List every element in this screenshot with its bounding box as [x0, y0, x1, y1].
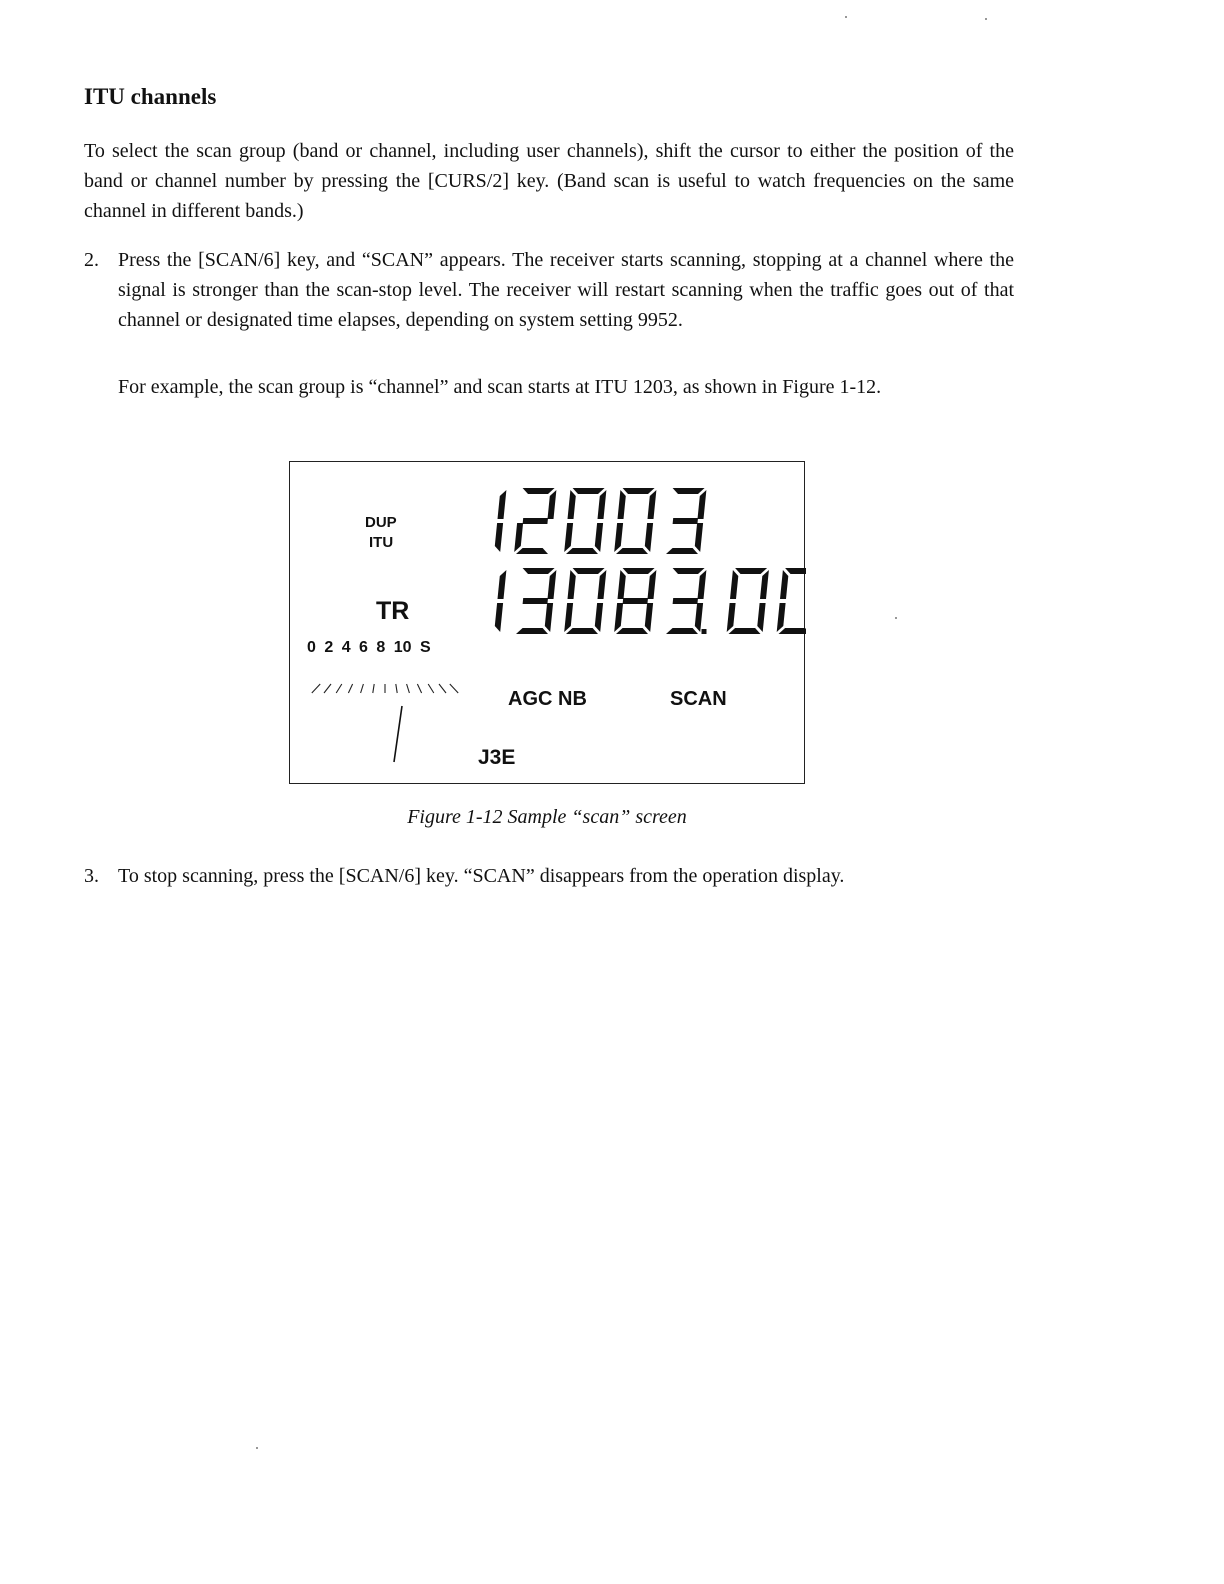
frequency-digit [495, 570, 507, 632]
itu-indicator: ITU [369, 534, 394, 551]
frequency-digit [614, 568, 656, 634]
frequency-digit [564, 568, 606, 634]
segment-a [573, 488, 605, 494]
segment-c [645, 603, 653, 632]
segment-a [573, 568, 605, 574]
segment-a [623, 568, 655, 574]
step-3-text: To stop scanning, press the [SCAN/6] key. “SCAN” disappears from the operation display. [118, 865, 845, 887]
step-2 [84, 245, 1014, 365]
segment-d [516, 628, 548, 634]
s-meter-tick [361, 684, 364, 693]
segment-f [730, 570, 738, 599]
segment-g [523, 518, 548, 524]
intro-paragraph: To select the scan group (band or channel, including user channels), shift the cursor to either the position of the band or channel number by pressing the [CURS/2] key. (Band scan is useful to watch frequencies on the same channel in different bands.) [84, 140, 1014, 222]
segment-f [780, 570, 788, 599]
channel-digit [564, 488, 606, 554]
segment-d [666, 628, 698, 634]
channel-digit [514, 488, 556, 554]
segment-c [595, 603, 603, 632]
segment-b [698, 570, 707, 599]
segment-b [498, 490, 507, 519]
frequency-decimal-point [702, 629, 707, 634]
segment-g [673, 598, 698, 604]
step-3 [84, 861, 1014, 895]
channel-digit [614, 488, 656, 554]
segment-b [598, 490, 607, 519]
segment-e [514, 523, 523, 552]
segment-e [614, 523, 623, 552]
channel-digit [666, 488, 706, 554]
segment-d [616, 548, 648, 554]
segment-a [673, 488, 705, 494]
segment-f [618, 490, 626, 519]
example-paragraph: For example, the scan group is “channel” and scan starts at ITU 1203, as shown in Figure 1-12. [118, 376, 882, 398]
segment-g [673, 518, 698, 524]
scan-speck [845, 16, 847, 18]
segment-a [623, 488, 655, 494]
segment-c [595, 523, 603, 552]
segment-f [618, 570, 626, 599]
step-2-number: 2. [84, 249, 99, 271]
segment-e [614, 603, 623, 632]
segment-b [648, 490, 657, 519]
s-meter-tick [428, 684, 434, 693]
s-meter-tick [417, 684, 421, 693]
scan-speck [256, 1447, 258, 1449]
lcd-graphics [290, 462, 806, 785]
figure-caption: Figure 1-12 Sample “scan” screen [407, 806, 687, 828]
segment-d [516, 548, 548, 554]
segment-a [735, 568, 767, 574]
segment-d [616, 628, 648, 634]
segment-a [673, 568, 705, 574]
segment-c [695, 523, 703, 552]
frequency-digit [727, 568, 769, 634]
segment-e [777, 603, 786, 632]
segment-a [785, 568, 806, 574]
s-meter-tick [312, 684, 320, 693]
segment-c [545, 603, 553, 632]
segment-b [598, 570, 607, 599]
step-3-number: 3. [84, 865, 99, 887]
frequency-digit [516, 568, 556, 634]
segment-c [495, 603, 503, 632]
s-meter-tick [336, 684, 342, 693]
segment-b [498, 570, 507, 599]
frequency-digit [777, 568, 806, 634]
s-meter-tick [373, 684, 374, 693]
s-meter-tick [407, 684, 410, 693]
channel-digit [495, 490, 507, 552]
segment-d [666, 548, 698, 554]
scan-speck [985, 18, 987, 20]
segment-f [568, 570, 576, 599]
s-meter-tick [324, 684, 331, 693]
segment-b [548, 490, 557, 519]
segment-c [757, 603, 765, 632]
segment-d [566, 548, 598, 554]
s-meter-tick [439, 684, 446, 693]
s-meter-scale: 0 2 4 6 8 10 S [307, 639, 431, 656]
segment-g [523, 598, 548, 604]
scan-speck [895, 617, 897, 619]
segment-e [564, 603, 573, 632]
segment-e [564, 523, 573, 552]
s-meter-tick [396, 684, 397, 693]
segment-b [648, 570, 657, 599]
segment-d [729, 628, 761, 634]
mode-indicator: J3E [478, 746, 516, 769]
step-2-text: Press the [SCAN/6] key, and “SCAN” appears. The receiver starts scanning, stopping at a channel where the signal is stronger than the scan-stop level. The receiver will restart scanning when the traffic goes out of that channel or designated time elapses, depending on system setting 9952. [118, 249, 1014, 331]
tr-indicator: TR [376, 597, 410, 625]
section-heading: ITU channels [84, 84, 217, 109]
segment-g [623, 598, 648, 604]
frequency-digit [666, 568, 706, 634]
segment-c [695, 603, 703, 632]
s-meter-tick [348, 684, 352, 693]
segment-d [779, 628, 807, 634]
lcd-display-figure [289, 461, 805, 784]
segment-c [495, 523, 503, 552]
segment-a [523, 568, 555, 574]
s-meter-tick [450, 684, 458, 693]
segment-d [566, 628, 598, 634]
s-meter-needle [394, 706, 402, 762]
segment-b [548, 570, 557, 599]
scan-indicator: SCAN [670, 688, 727, 710]
dup-indicator: DUP [365, 514, 397, 531]
segment-b [698, 490, 707, 519]
segment-a [523, 488, 555, 494]
agc-nb-indicator: AGC NB [508, 688, 587, 710]
segment-e [727, 603, 736, 632]
segment-f [568, 490, 576, 519]
segment-c [645, 523, 653, 552]
segment-b [760, 570, 769, 599]
